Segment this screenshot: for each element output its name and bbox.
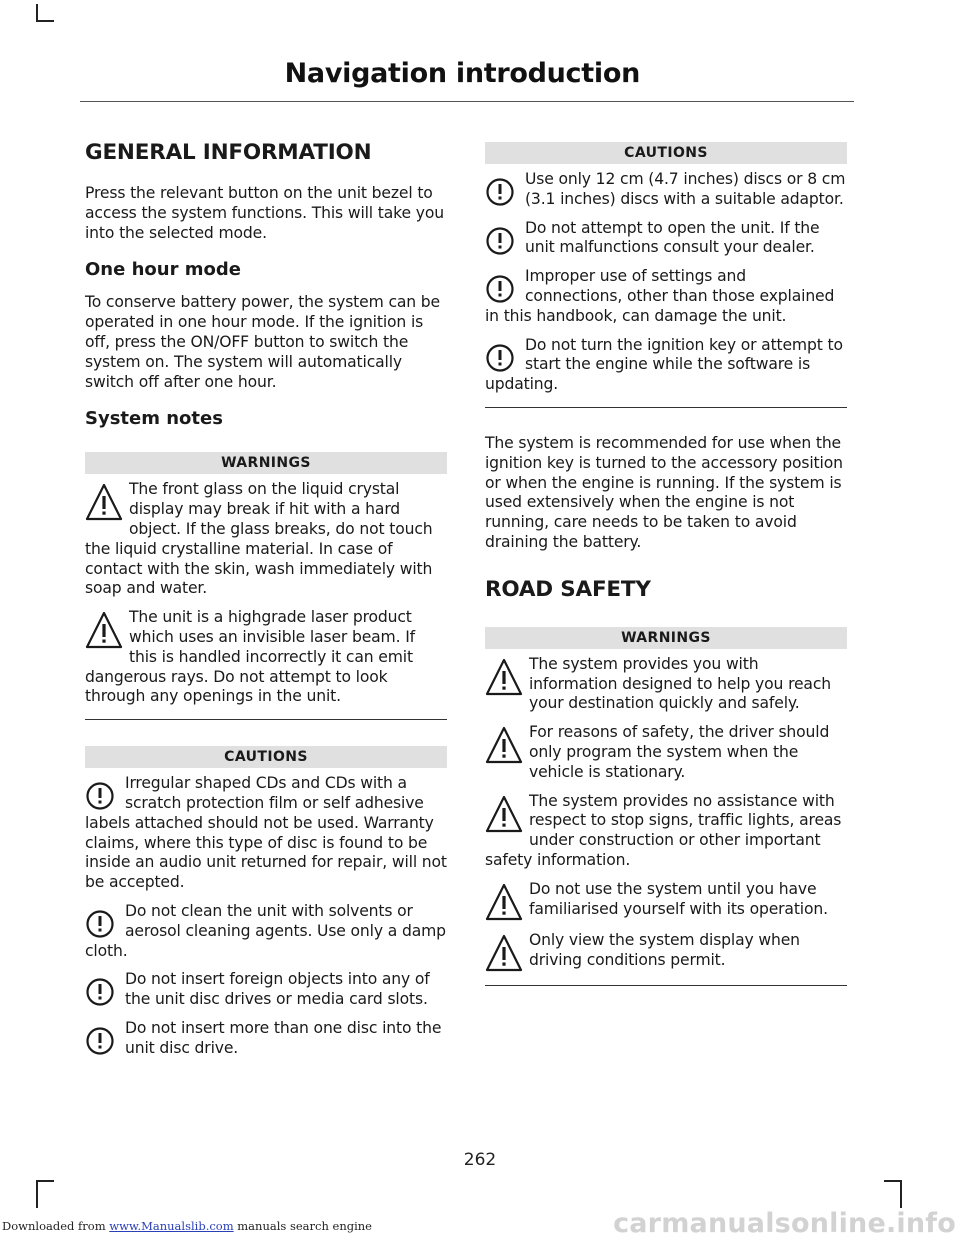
- recommend-text: The system is recommended for use when the ignition key is turned to the accessory position or when the engine is running. If the system is used extensively when the engine is not running, care needs to be taken to avoid draining the battery.: [485, 433, 843, 551]
- warning-text: The front glass on the liquid crystal display may break if hit with a hard object. If the glass breaks, do not touch the liquid crystalline material. In case of contact with the skin, wash immediately with soap and water.: [85, 480, 433, 598]
- caution-text: Do not attempt to open the unit. If the unit malfunctions consult your dealer.: [525, 218, 820, 257]
- caution-text: Irregular shaped CDs and CDs with a scratch protection film or self adhesive labels attached should not be used. Warranty claims, where this type of disc is found to be inside an audio unit returned for repair, will not be accepted.: [85, 774, 447, 892]
- subheading-one-hour: One hour mode: [85, 259, 241, 281]
- warning-triangle-icon: [485, 725, 523, 765]
- warning-item: [485, 931, 847, 973]
- warning-triangle-icon: [485, 794, 523, 834]
- caution-circle-icon: [85, 1025, 115, 1057]
- header-rule: [80, 101, 854, 102]
- site-watermark: carmanualsonline.info: [613, 1208, 956, 1239]
- section-heading-general: GENERAL INFORMATION: [85, 140, 372, 165]
- caution-text: Improper use of settings and connections, other than those explained in this handbook, can damage the unit.: [485, 267, 835, 325]
- left-column: [85, 138, 447, 1068]
- download-notice: [2, 1219, 372, 1233]
- warning-triangle-icon: [485, 657, 523, 697]
- warning-triangle-icon: [485, 882, 523, 922]
- warning-text: Do not use the system until you have familiarised yourself with its operation.: [529, 879, 828, 918]
- warnings-header: WARNINGS: [85, 452, 447, 474]
- download-prefix: Downloaded from: [2, 1219, 110, 1233]
- cautions-end-rule: [485, 407, 847, 408]
- warning-text: For reasons of safety, the driver should only program the system when the vehicle is stationary.: [529, 723, 830, 781]
- crop-mark: [900, 1180, 902, 1208]
- cautions-header: CAUTIONS: [85, 746, 447, 768]
- warning-item: [485, 655, 847, 714]
- warnings-end-rule: [85, 719, 447, 720]
- manualslib-link[interactable]: www.Manualslib.com: [109, 1219, 234, 1233]
- caution-circle-icon: [485, 225, 515, 257]
- warning-triangle-icon: [85, 610, 123, 650]
- caution-item: [85, 970, 447, 1010]
- download-suffix: manuals search engine: [233, 1219, 372, 1233]
- right-column: [485, 138, 847, 1012]
- caution-item: [485, 336, 847, 395]
- caution-text: Do not insert foreign objects into any of the unit disc drives or media card slots.: [125, 970, 430, 1009]
- page-number: 262: [463, 1150, 497, 1170]
- caution-item: [485, 267, 847, 326]
- caution-circle-icon: [85, 780, 115, 812]
- caution-item: [485, 219, 847, 259]
- crop-mark: [36, 20, 54, 22]
- caution-item: [85, 902, 447, 961]
- caution-circle-icon: [85, 908, 115, 940]
- caution-item: [85, 1019, 447, 1059]
- caution-circle-icon: [85, 976, 115, 1008]
- general-text: Press the relevant button on the unit bezel to access the system functions. This will take you into the selected mode.: [85, 184, 444, 242]
- warning-item: [85, 608, 447, 707]
- warning-item: [485, 723, 847, 782]
- warning-item: [485, 792, 847, 871]
- subheading-system-notes: System notes: [85, 408, 223, 430]
- page-title: Navigation introduction: [284, 58, 640, 89]
- warning-text: The system provides you with information designed to help you reach your destination quickly and safely.: [529, 654, 831, 713]
- caution-circle-icon: [485, 342, 515, 374]
- warnings-header: WARNINGS: [485, 627, 847, 649]
- warning-triangle-icon: [85, 482, 123, 522]
- caution-item: [85, 774, 447, 893]
- warning-item: [85, 480, 447, 599]
- warnings-end-rule: [485, 985, 847, 986]
- warning-text: Only view the system display when driving conditions permit.: [529, 930, 800, 969]
- caution-circle-icon: [485, 176, 515, 208]
- caution-item: [485, 170, 847, 210]
- caution-text: Do not insert more than one disc into the unit disc drive.: [125, 1018, 442, 1057]
- caution-text: Do not clean the unit with solvents or aerosol cleaning agents. Use only a damp cloth.: [85, 901, 446, 960]
- one-hour-text: To conserve battery power, the system can be operated in one hour mode. If the ignition is off, press the ON/OFF button to switch the system on. The system will automatically switch off after one hour.: [85, 293, 441, 391]
- crop-mark: [36, 1180, 54, 1182]
- warning-text: The system provides no assistance with respect to stop signs, traffic lights, areas under construction or other important safety information.: [485, 791, 842, 869]
- section-heading-road-safety: ROAD SAFETY: [485, 576, 651, 602]
- crop-mark: [884, 1180, 902, 1182]
- warning-triangle-icon: [485, 933, 523, 973]
- caution-circle-icon: [485, 273, 515, 305]
- crop-mark: [36, 1180, 38, 1208]
- caution-text: Use only 12 cm (4.7 inches) discs or 8 cm (3.1 inches) discs with a suitable adaptor.: [525, 170, 846, 208]
- caution-text: Do not turn the ignition key or attempt to start the engine while the software is updating.: [485, 335, 843, 394]
- warning-item: [485, 880, 847, 922]
- warning-text: The unit is a highgrade laser product which uses an invisible laser beam. If this is handled incorrectly it can emit dangerous rays. Do not attempt to look through any openings in the unit.: [85, 608, 415, 706]
- cautions-header: CAUTIONS: [485, 142, 847, 164]
